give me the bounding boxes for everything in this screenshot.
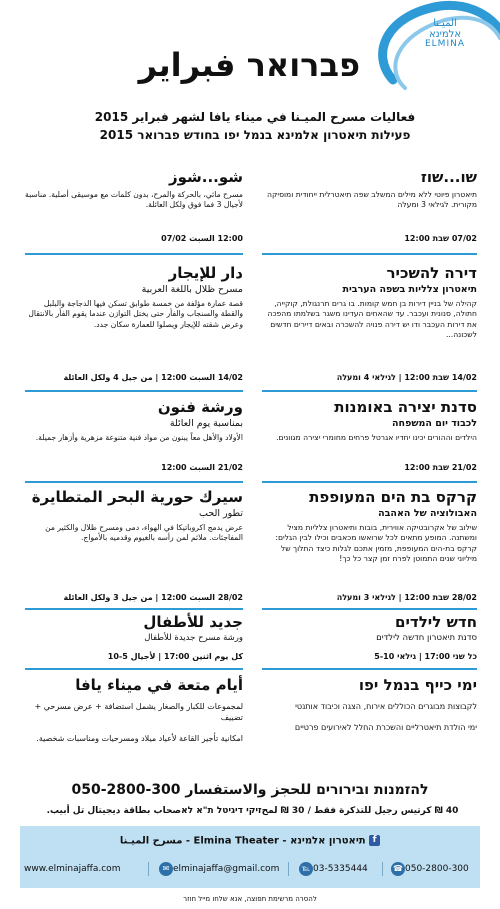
event-description: לקבוצות מבוגרים הכוללים אירוח, הצגה וכיבוד אותנטי xyxy=(295,702,477,711)
unsubscribe-note: להסרה מרשימת תפוצה, אנא שלחו מייל חוזר xyxy=(183,895,317,903)
phone-contact[interactable] xyxy=(388,859,480,879)
event-extra: امكانية تأجير القاعة لأعياد ميلاد ومسرحيات ومناسبات شخصية. xyxy=(36,733,243,743)
divider xyxy=(148,862,149,876)
contact-heading: להזמנות ובירורים للحجز والاستفسار 300-2800-050 xyxy=(71,782,429,798)
event-art-workshop-ar xyxy=(25,398,243,472)
divider xyxy=(25,481,243,483)
page-title: פברואר فبراير xyxy=(138,46,360,84)
phone-icon: ☎ xyxy=(391,862,405,876)
email-contact[interactable] xyxy=(156,859,286,879)
event-title: دار للإيجار xyxy=(168,264,243,282)
event-art-workshop-he xyxy=(262,398,477,472)
event-subtitle: ورشة مسرح جديدة للأطفال xyxy=(144,633,243,643)
event-title: أيام متعة في ميناء يافا xyxy=(75,676,243,694)
event-description: הילדים וההורים יכינו יחדיו אגרטל פרחים מחומרי יצירה מגוונים. xyxy=(276,433,477,442)
event-subtitle: תיאטרון צלליות בשפה הערבית xyxy=(342,284,477,295)
event-shushoes-ar xyxy=(25,168,243,243)
facebook-icon[interactable]: f xyxy=(369,835,380,846)
divider xyxy=(25,253,243,255)
event-description: عرض يدمج اكروباتيكا في الهواء، دمى ومسرح ظلال والكثير من المفاجئات. ملائم لمن رأسه بالغيوم وقدميه بالأمواج. xyxy=(45,523,243,543)
email-address: elminajaffa@gmail.com xyxy=(173,864,280,874)
email-icon: ✉ xyxy=(159,862,173,876)
event-description: لمجموعات للكبار والصغار يشمل استضافة + عرض مسرحي + تضييف xyxy=(34,702,243,722)
ticket-prices: 40 ₪ كرتيس رجيل للتذكرة فقط / 30 ₪ لمحזיקי דיגיטל ת"א לאصحاب بطاقة ديجيتال تل أبيب. xyxy=(46,806,459,816)
event-new-kids-ar xyxy=(25,613,243,661)
event-date: 14/02 السبت 12:00 | من جيل 4 ولكل العائلة xyxy=(63,373,243,382)
event-title: ימי כייף בנמל יפו xyxy=(358,676,477,694)
event-fun-days-ar xyxy=(25,676,243,768)
event-description: תיאטרון פיוטי ללא מילים המשלב שפה תיאטרלית ייחודית ומוסיקה מקורית. לגילאי 3 ומעלה xyxy=(267,190,477,210)
event-title: سيرك حورية البحر المتطايرة xyxy=(31,488,243,506)
logo-line-latin: ELMINA xyxy=(424,39,465,49)
event-extra: ימי הולדת תיאטרליים והשכרת החלל לאירועים פרטיים xyxy=(294,722,477,732)
divider xyxy=(382,862,383,876)
event-date: 28/02 السبت 12:00 | من جيل 3 ولكل العائلة xyxy=(63,593,243,602)
event-description: قصة عمارة مؤلفة من خمسة طوابق تسكن فيها الدجاجة والبلبل والقطة والسنجاب والفأر حتى يختل التوازن عندما يقوم الفأر بالانتقال وعرض شقته للإيجار ويصلوا للعمارة سكان جدد. xyxy=(28,299,243,329)
event-title: شو...شوز xyxy=(168,168,243,186)
event-shushoes-he xyxy=(262,168,477,243)
fax-number: 03-5335444 xyxy=(313,864,368,874)
divider xyxy=(262,481,477,483)
event-new-kids-he xyxy=(262,613,477,661)
divider xyxy=(288,862,289,876)
footer-contacts xyxy=(20,859,480,879)
event-date: 21/02 السبت 12:00 xyxy=(161,463,243,472)
footer-theater-name xyxy=(20,835,480,847)
divider xyxy=(262,253,477,255)
phone-number: 050-2800-300 xyxy=(405,864,469,874)
fax-contact[interactable] xyxy=(296,859,380,879)
subtitle-hebrew: פעילות תיאטרון אלמינא בנמל יפו בחודש פברואר 2015 xyxy=(99,128,411,142)
event-subtitle: לכבוד יום המשפחה xyxy=(392,418,477,429)
event-subtitle: بمناسبة يوم العائلة xyxy=(169,418,243,429)
event-date: كل يوم اثنين 17:00 | لأجيال 5-10 xyxy=(107,652,243,661)
website-link[interactable]: www.elminajaffa.com xyxy=(24,864,121,874)
event-date: 28/02 שבת 12:00 | לגילאי 3 ומעלה xyxy=(336,593,477,602)
event-description: קהילה של בניין דירות בן חמש קומות. בו גרים תרנגולת, קוקייה, חתולה, סנונית ועכבר. עד שהאחים העדינו משגר בשלמתו מהפכה את דירות העכבר ודו יש דירה פנויה להשכרה ובאים דיירים חדשים לשכונה... xyxy=(267,299,477,339)
event-title: חדש לילדים xyxy=(395,613,477,631)
elmina-logo-text xyxy=(415,18,475,50)
event-description: مسرح مائي، بالحركة والمرح، بدون كلمات مع موسيقى أصلية. مناسبة لأجيال 3 فما فوق ولكل العائلة. xyxy=(25,190,243,210)
event-date: 12:00 السبت 07/02 xyxy=(161,234,243,243)
footer-bar xyxy=(20,826,480,888)
event-apartment-he xyxy=(262,264,477,382)
fax-icon: ℡ xyxy=(299,862,313,876)
divider xyxy=(25,390,243,392)
event-subtitle: סדנת תיאטרון חדשה לילדים xyxy=(376,633,477,643)
event-title: סדנת יצירה באומנות xyxy=(334,398,477,416)
theater-name: תיאטרון אלמינא - Elmina Theater - مسرح الميـنا xyxy=(119,835,366,847)
event-subtitle: تطور الحب xyxy=(199,508,243,519)
event-title: דירה להשכיר xyxy=(386,264,477,282)
event-date: 21/02 שבת 12:00 xyxy=(404,463,477,472)
divider xyxy=(262,390,477,392)
event-apartment-ar xyxy=(25,264,243,382)
event-date: כל שני 17:00 | גילאי 5-10 xyxy=(374,652,477,661)
event-date: 07/02 שבת 12:00 xyxy=(404,234,477,243)
divider xyxy=(262,668,477,670)
event-description: שילוב של אקרובטיקה אווירית, בובות ותיאטרון צלליות מציל ומשתנה. המופע מתאים לכל שרואשו מכאבים וכילו לבין הגלים: קרקס בת-הים המעופפת, מזמין אתכם לגלות כיצד התלוך של מיליוני שנים התמוטן לפרח זמן קצר כל כך! xyxy=(275,523,477,563)
logo-line-arabic: الميـنا xyxy=(433,18,457,29)
divider xyxy=(25,668,243,670)
event-fun-days-he xyxy=(262,676,477,768)
divider xyxy=(25,608,243,610)
event-title: جديد للأطفال xyxy=(143,613,243,631)
event-subtitle: האבולוציה של האהבה xyxy=(378,508,477,519)
logo-line-hebrew: אלמינא xyxy=(428,29,462,40)
event-circus-he xyxy=(262,488,477,602)
event-title: שו...שוז xyxy=(420,168,477,186)
event-date: 14/02 שבת 12:00 | לגילאי 4 ומעלה xyxy=(336,373,477,382)
subtitle-arabic: فعاليات مسرح الميـنا في ميناء يافا لشهر فبراير 2015 xyxy=(94,110,416,124)
event-circus-ar xyxy=(25,488,243,602)
divider xyxy=(262,608,477,610)
event-title: קרקס בת הים המעופפת xyxy=(309,488,477,506)
event-title: ورشة فنون xyxy=(157,398,243,416)
event-description: الأولاد والأهل معاً يبنون من مواد فنية متنوعة مزهرية وأزهار جميلة. xyxy=(35,433,243,442)
event-subtitle: مسرح ظلال باللغة العربية xyxy=(141,284,243,295)
